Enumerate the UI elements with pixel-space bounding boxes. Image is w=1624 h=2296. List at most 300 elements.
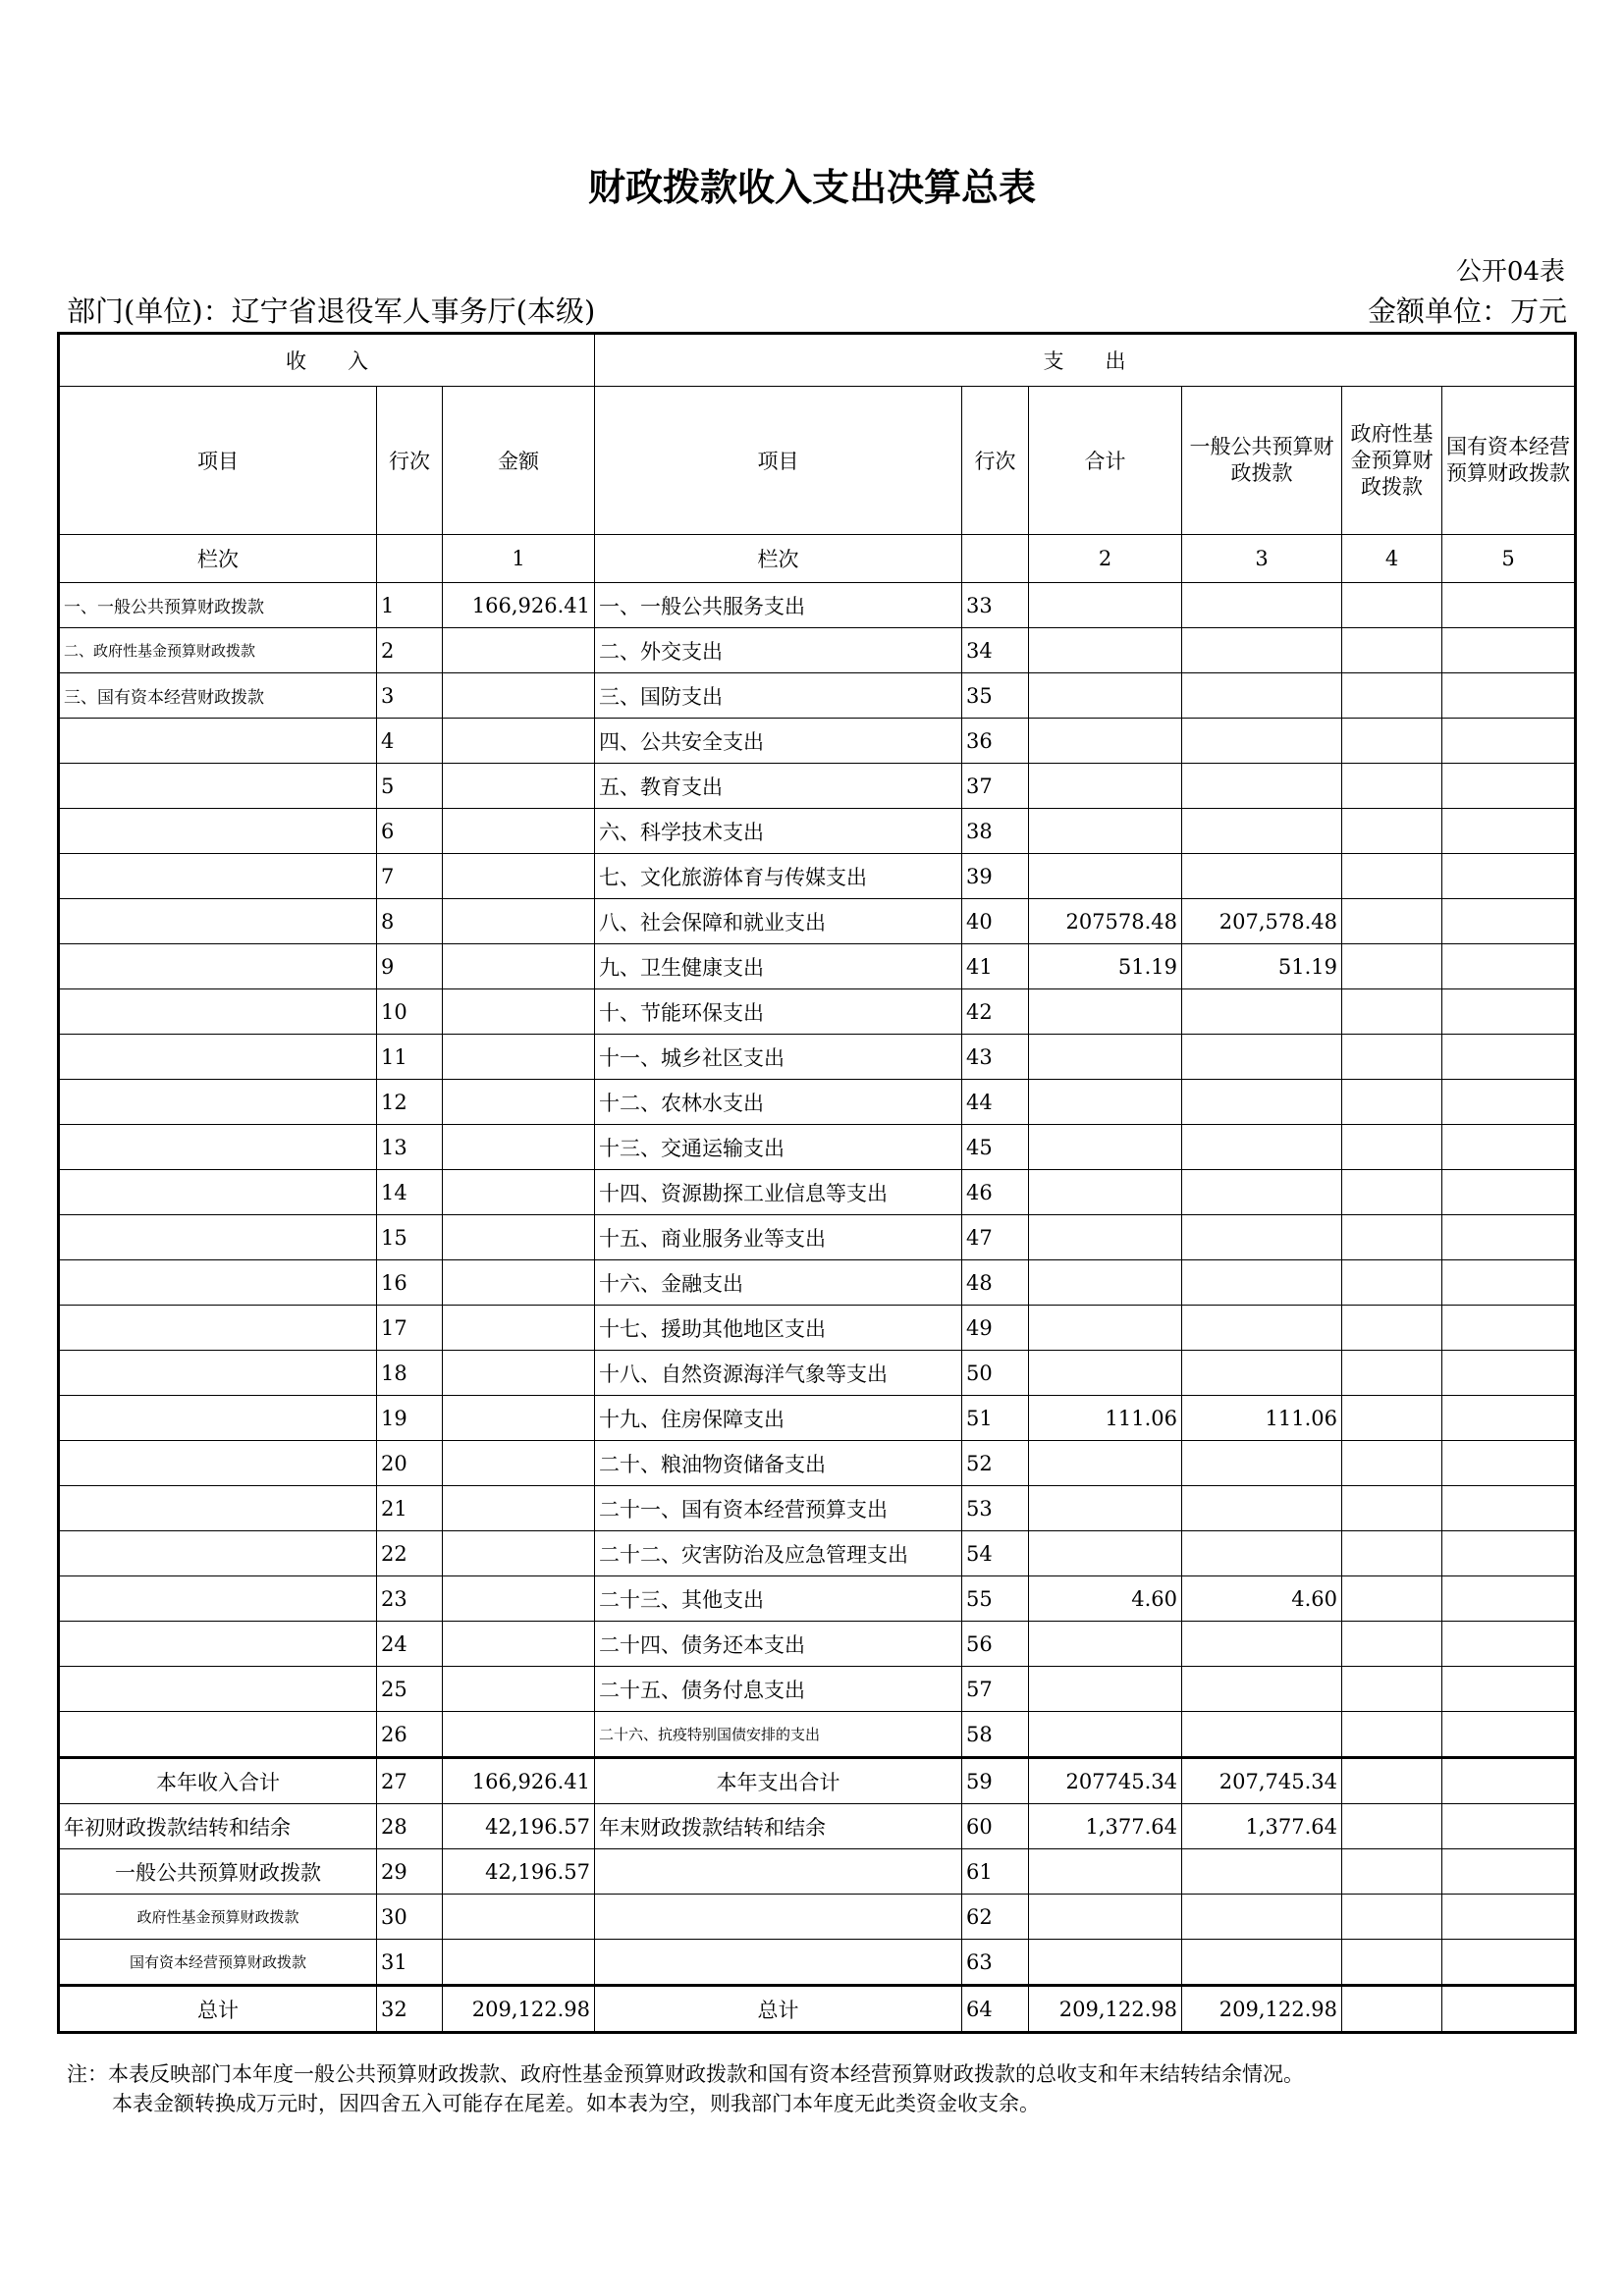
- general-budget-cell: [1182, 673, 1342, 719]
- fund-budget-cell: [1342, 809, 1442, 854]
- expense-item-cell: 十八、自然资源海洋气象等支出: [595, 1351, 962, 1396]
- income-amount-cell: [443, 854, 595, 899]
- total-cell: [1029, 809, 1182, 854]
- income-item-cell: [59, 1712, 377, 1758]
- expense-item-cell: 十二、农林水支出: [595, 1080, 962, 1125]
- expense-line-cell: 48: [962, 1260, 1029, 1306]
- table-row: [59, 1306, 1576, 1351]
- table-row: [59, 944, 1576, 989]
- income-line-cell: 1: [377, 583, 443, 628]
- income-amount-cell: [443, 1125, 595, 1170]
- budget-table: [57, 332, 1577, 2034]
- expense-item-cell: 三、国防支出: [595, 673, 962, 719]
- expense-item-cell: 二十一、国有资本经营预算支出: [595, 1486, 962, 1531]
- expense-line-cell: 39: [962, 854, 1029, 899]
- total-cell: [1029, 719, 1182, 764]
- income-amount-cell: [443, 673, 595, 719]
- column-number-1: 1: [443, 535, 595, 583]
- total-cell: 207578.48: [1029, 899, 1182, 944]
- expense-item-cell: 二、外交支出: [595, 628, 962, 673]
- total-cell: [1029, 1125, 1182, 1170]
- expense-line-cell: 43: [962, 1035, 1029, 1080]
- fund-budget-cell: [1342, 1758, 1442, 1804]
- fund-budget-cell: [1342, 854, 1442, 899]
- table-row: [59, 1170, 1576, 1215]
- expense-line-cell: 34: [962, 628, 1029, 673]
- expense-line-cell: 40: [962, 899, 1029, 944]
- fund-budget-cell: [1342, 1531, 1442, 1576]
- income-amount-cell: [443, 989, 595, 1035]
- fund-budget-cell: [1342, 989, 1442, 1035]
- fund-budget-cell: [1342, 1486, 1442, 1531]
- fund-budget-cell: [1342, 899, 1442, 944]
- income-item-cell: [59, 719, 377, 764]
- income-line-cell: 17: [377, 1306, 443, 1351]
- table-row: [59, 628, 1576, 673]
- expense-line-cell: 45: [962, 1125, 1029, 1170]
- total-cell: [1029, 1306, 1182, 1351]
- income-line-cell: 2: [377, 628, 443, 673]
- income-item-cell: 总计: [59, 1986, 377, 2033]
- state-capital-cell: [1442, 1215, 1576, 1260]
- income-item-cell: [59, 1306, 377, 1351]
- state-capital-cell: [1442, 1396, 1576, 1441]
- income-item-cell: 政府性基金预算财政拨款: [59, 1895, 377, 1940]
- general-budget-cell: [1182, 1849, 1342, 1895]
- income-item-cell: [59, 1080, 377, 1125]
- income-amount-cell: [443, 1170, 595, 1215]
- income-amount-cell: 42,196.57: [443, 1804, 595, 1849]
- state-capital-cell: [1442, 764, 1576, 809]
- income-line-cell: 24: [377, 1622, 443, 1667]
- income-amount-cell: [443, 1712, 595, 1758]
- general-budget-cell: 1,377.64: [1182, 1804, 1342, 1849]
- table-row: [59, 1712, 1576, 1758]
- header-fund-budget: 政府性基金预算财政拨款: [1342, 387, 1442, 535]
- state-capital-cell: [1442, 1486, 1576, 1531]
- total-cell: [1029, 1035, 1182, 1080]
- expense-item-cell: 二十二、灾害防治及应急管理支出: [595, 1531, 962, 1576]
- expense-item-cell: 十一、城乡社区支出: [595, 1035, 962, 1080]
- table-row: [59, 1396, 1576, 1441]
- income-item-cell: [59, 809, 377, 854]
- expense-item-cell: 二十三、其他支出: [595, 1576, 962, 1622]
- income-amount-cell: 209,122.98: [443, 1986, 595, 2033]
- header-income-item: 项目: [59, 387, 377, 535]
- income-amount-cell: 166,926.41: [443, 1758, 595, 1804]
- table-row: [59, 1895, 1576, 1940]
- general-budget-cell: [1182, 1035, 1342, 1080]
- general-budget-cell: [1182, 1895, 1342, 1940]
- general-budget-cell: [1182, 583, 1342, 628]
- income-item-cell: 二、政府性基金预算财政拨款: [59, 628, 377, 673]
- expense-line-cell: 54: [962, 1531, 1029, 1576]
- total-cell: 207745.34: [1029, 1758, 1182, 1804]
- total-cell: 1,377.64: [1029, 1804, 1182, 1849]
- fund-budget-cell: [1342, 1712, 1442, 1758]
- state-capital-cell: [1442, 1940, 1576, 1986]
- table-row: [59, 1351, 1576, 1396]
- table-row: [59, 1441, 1576, 1486]
- expense-item-cell: 十、节能环保支出: [595, 989, 962, 1035]
- header-income-line: 行次: [377, 387, 443, 535]
- expense-item-cell: 十七、援助其他地区支出: [595, 1306, 962, 1351]
- fund-budget-cell: [1342, 673, 1442, 719]
- general-budget-cell: 207,745.34: [1182, 1758, 1342, 1804]
- income-line-cell: 15: [377, 1215, 443, 1260]
- income-amount-cell: [443, 1080, 595, 1125]
- income-item-cell: [59, 1576, 377, 1622]
- expense-line-cell: 33: [962, 583, 1029, 628]
- general-budget-cell: [1182, 1940, 1342, 1986]
- header-total: 合计: [1029, 387, 1182, 535]
- income-line-cell: 31: [377, 1940, 443, 1986]
- table-row: [59, 1080, 1576, 1125]
- income-line-cell: 3: [377, 673, 443, 719]
- income-line-cell: 11: [377, 1035, 443, 1080]
- general-budget-cell: 207,578.48: [1182, 899, 1342, 944]
- state-capital-cell: [1442, 1712, 1576, 1758]
- income-item-cell: [59, 1396, 377, 1441]
- income-amount-cell: [443, 1396, 595, 1441]
- form-number: 公开04表: [1455, 257, 1565, 287]
- income-line-cell: 12: [377, 1080, 443, 1125]
- income-item-cell: 一、一般公共预算财政拨款: [59, 583, 377, 628]
- income-line-cell: 19: [377, 1396, 443, 1441]
- page-title: 财政拨款收入支出决算总表: [587, 165, 1036, 209]
- expense-line-cell: 52: [962, 1441, 1029, 1486]
- general-budget-cell: [1182, 764, 1342, 809]
- table-row: [59, 1035, 1576, 1080]
- total-cell: 4.60: [1029, 1576, 1182, 1622]
- state-capital-cell: [1442, 1035, 1576, 1080]
- fund-budget-cell: [1342, 719, 1442, 764]
- column-number-label: 栏次: [59, 535, 377, 583]
- expense-line-cell: 58: [962, 1712, 1029, 1758]
- expense-line-cell: 63: [962, 1940, 1029, 1986]
- income-section-header: 收 入: [59, 334, 595, 387]
- expense-item-cell: 总计: [595, 1986, 962, 2033]
- total-cell: [1029, 989, 1182, 1035]
- table-row: [59, 1125, 1576, 1170]
- table-row: [59, 809, 1576, 854]
- fund-budget-cell: [1342, 1125, 1442, 1170]
- total-cell: [1029, 1080, 1182, 1125]
- state-capital-cell: [1442, 1895, 1576, 1940]
- header-expense-item: 项目: [595, 387, 962, 535]
- income-amount-cell: [443, 1667, 595, 1712]
- income-item-cell: [59, 1351, 377, 1396]
- expense-item-cell: 二十四、债务还本支出: [595, 1622, 962, 1667]
- income-item-cell: [59, 899, 377, 944]
- fund-budget-cell: [1342, 1396, 1442, 1441]
- general-budget-cell: 111.06: [1182, 1396, 1342, 1441]
- income-amount-cell: [443, 809, 595, 854]
- income-item-cell: 三、国有资本经营财政拨款: [59, 673, 377, 719]
- total-cell: 111.06: [1029, 1396, 1182, 1441]
- expense-item-cell: 九、卫生健康支出: [595, 944, 962, 989]
- state-capital-cell: [1442, 809, 1576, 854]
- state-capital-cell: [1442, 673, 1576, 719]
- general-budget-cell: 4.60: [1182, 1576, 1342, 1622]
- table-row: [59, 1849, 1576, 1895]
- expense-line-cell: 59: [962, 1758, 1029, 1804]
- column-number-empty-2: [962, 535, 1029, 583]
- income-line-cell: 8: [377, 899, 443, 944]
- income-amount-cell: [443, 764, 595, 809]
- income-line-cell: 23: [377, 1576, 443, 1622]
- general-budget-cell: [1182, 1486, 1342, 1531]
- general-budget-cell: [1182, 1125, 1342, 1170]
- income-amount-cell: [443, 1576, 595, 1622]
- state-capital-cell: [1442, 899, 1576, 944]
- fund-budget-cell: [1342, 944, 1442, 989]
- expense-item-cell: 八、社会保障和就业支出: [595, 899, 962, 944]
- expense-line-cell: 49: [962, 1306, 1029, 1351]
- income-line-cell: 5: [377, 764, 443, 809]
- general-budget-cell: [1182, 1170, 1342, 1215]
- table-row: [59, 1986, 1576, 2033]
- total-cell: [1029, 1940, 1182, 1986]
- state-capital-cell: [1442, 1531, 1576, 1576]
- fund-budget-cell: [1342, 628, 1442, 673]
- fund-budget-cell: [1342, 1441, 1442, 1486]
- expense-item-cell: 十五、商业服务业等支出: [595, 1215, 962, 1260]
- income-item-cell: [59, 854, 377, 899]
- fund-budget-cell: [1342, 1080, 1442, 1125]
- table-row: [59, 1215, 1576, 1260]
- general-budget-cell: [1182, 854, 1342, 899]
- expense-item-cell: 年末财政拨款结转和结余: [595, 1804, 962, 1849]
- fund-budget-cell: [1342, 1622, 1442, 1667]
- unit-label: 金额单位：万元: [1367, 294, 1567, 328]
- fund-budget-cell: [1342, 583, 1442, 628]
- expense-item-cell: 七、文化旅游体育与传媒支出: [595, 854, 962, 899]
- table-row: [59, 673, 1576, 719]
- income-amount-cell: [443, 1351, 595, 1396]
- expense-line-cell: 61: [962, 1849, 1029, 1895]
- footnote-line-2: 本表金额转换成万元时，因四舍五入可能存在尾差。如本表为空，则我部门本年度无此类资金收支余。: [112, 2092, 1040, 2115]
- total-cell: [1029, 1441, 1182, 1486]
- income-amount-cell: [443, 1441, 595, 1486]
- income-line-cell: 14: [377, 1170, 443, 1215]
- table-row: [59, 1260, 1576, 1306]
- income-line-cell: 7: [377, 854, 443, 899]
- expense-item-cell: 十九、住房保障支出: [595, 1396, 962, 1441]
- income-item-cell: [59, 1215, 377, 1260]
- table-row: [59, 1486, 1576, 1531]
- state-capital-cell: [1442, 1260, 1576, 1306]
- state-capital-cell: [1442, 628, 1576, 673]
- table-row: [59, 764, 1576, 809]
- state-capital-cell: [1442, 583, 1576, 628]
- section-header-row: [59, 334, 1576, 387]
- table-row: [59, 1758, 1576, 1804]
- income-amount-cell: 166,926.41: [443, 583, 595, 628]
- general-budget-cell: [1182, 809, 1342, 854]
- state-capital-cell: [1442, 989, 1576, 1035]
- total-cell: [1029, 1712, 1182, 1758]
- total-cell: [1029, 1351, 1182, 1396]
- column-number-row: [59, 535, 1576, 583]
- expense-line-cell: 62: [962, 1895, 1029, 1940]
- expense-line-cell: 42: [962, 989, 1029, 1035]
- general-budget-cell: [1182, 1622, 1342, 1667]
- income-amount-cell: [443, 1486, 595, 1531]
- expense-item-cell: 六、科学技术支出: [595, 809, 962, 854]
- income-item-cell: [59, 1441, 377, 1486]
- total-cell: [1029, 673, 1182, 719]
- expense-item-cell: 二十、粮油物资储备支出: [595, 1441, 962, 1486]
- total-cell: [1029, 1849, 1182, 1895]
- table-row: [59, 1576, 1576, 1622]
- income-item-cell: [59, 1667, 377, 1712]
- income-amount-cell: [443, 1940, 595, 1986]
- income-item-cell: 国有资本经营预算财政拨款: [59, 1940, 377, 1986]
- column-number-2: 2: [1029, 535, 1182, 583]
- income-item-cell: [59, 1170, 377, 1215]
- department-label: 部门(单位)：辽宁省退役军人事务厅(本级): [67, 294, 596, 328]
- expense-item-cell: [595, 1895, 962, 1940]
- table-row: [59, 719, 1576, 764]
- general-budget-cell: 209,122.98: [1182, 1986, 1342, 2033]
- expense-item-cell: 四、公共安全支出: [595, 719, 962, 764]
- expense-line-cell: 38: [962, 809, 1029, 854]
- state-capital-cell: [1442, 1351, 1576, 1396]
- state-capital-cell: [1442, 1804, 1576, 1849]
- income-amount-cell: [443, 1306, 595, 1351]
- column-header-row: [59, 387, 1576, 535]
- income-item-cell: [59, 1125, 377, 1170]
- income-amount-cell: [443, 1035, 595, 1080]
- expense-line-cell: 60: [962, 1804, 1029, 1849]
- general-budget-cell: [1182, 628, 1342, 673]
- fund-budget-cell: [1342, 1849, 1442, 1895]
- state-capital-cell: [1442, 1986, 1576, 2033]
- expense-line-cell: 44: [962, 1080, 1029, 1125]
- income-item-cell: [59, 944, 377, 989]
- total-cell: [1029, 1170, 1182, 1215]
- state-capital-cell: [1442, 1125, 1576, 1170]
- state-capital-cell: [1442, 719, 1576, 764]
- total-cell: 51.19: [1029, 944, 1182, 989]
- footnote-line-1: 注：本表反映部门本年度一般公共预算财政拨款、政府性基金预算财政拨款和国有资本经营预算财政拨款的总收支和年末结转结余情况。: [67, 2062, 1304, 2086]
- general-budget-cell: [1182, 1215, 1342, 1260]
- column-number-5: 5: [1442, 535, 1576, 583]
- expense-line-cell: 50: [962, 1351, 1029, 1396]
- general-budget-cell: [1182, 1531, 1342, 1576]
- fund-budget-cell: [1342, 1170, 1442, 1215]
- column-number-3: 3: [1182, 535, 1342, 583]
- table-row: [59, 1622, 1576, 1667]
- expense-line-cell: 37: [962, 764, 1029, 809]
- total-cell: [1029, 1486, 1182, 1531]
- total-cell: [1029, 1260, 1182, 1306]
- total-cell: [1029, 1895, 1182, 1940]
- income-item-cell: [59, 1622, 377, 1667]
- general-budget-cell: [1182, 1080, 1342, 1125]
- total-cell: [1029, 1622, 1182, 1667]
- income-amount-cell: [443, 899, 595, 944]
- expense-line-cell: 46: [962, 1170, 1029, 1215]
- expense-line-cell: 57: [962, 1667, 1029, 1712]
- income-line-cell: 28: [377, 1804, 443, 1849]
- general-budget-cell: [1182, 989, 1342, 1035]
- table-row: [59, 989, 1576, 1035]
- expense-item-cell: [595, 1849, 962, 1895]
- header-expense-line: 行次: [962, 387, 1029, 535]
- expense-item-cell: 二十五、债务付息支出: [595, 1667, 962, 1712]
- income-line-cell: 10: [377, 989, 443, 1035]
- column-number-4: 4: [1342, 535, 1442, 583]
- expense-item-cell: 本年支出合计: [595, 1758, 962, 1804]
- income-amount-cell: [443, 944, 595, 989]
- column-number-label-2: 栏次: [595, 535, 962, 583]
- fund-budget-cell: [1342, 1986, 1442, 2033]
- fund-budget-cell: [1342, 1260, 1442, 1306]
- expense-line-cell: 35: [962, 673, 1029, 719]
- income-item-cell: 本年收入合计: [59, 1758, 377, 1804]
- footnote: [67, 2059, 1304, 2118]
- income-line-cell: 6: [377, 809, 443, 854]
- state-capital-cell: [1442, 1441, 1576, 1486]
- general-budget-cell: [1182, 1441, 1342, 1486]
- total-cell: [1029, 764, 1182, 809]
- table-row: [59, 1531, 1576, 1576]
- total-cell: [1029, 1667, 1182, 1712]
- income-amount-cell: [443, 1895, 595, 1940]
- state-capital-cell: [1442, 1576, 1576, 1622]
- column-number-empty: [377, 535, 443, 583]
- state-capital-cell: [1442, 1306, 1576, 1351]
- table-row: [59, 1804, 1576, 1849]
- income-line-cell: 16: [377, 1260, 443, 1306]
- table-row: [59, 854, 1576, 899]
- income-item-cell: [59, 1035, 377, 1080]
- income-line-cell: 30: [377, 1895, 443, 1940]
- expense-line-cell: 56: [962, 1622, 1029, 1667]
- state-capital-cell: [1442, 944, 1576, 989]
- income-item-cell: [59, 1531, 377, 1576]
- state-capital-cell: [1442, 1849, 1576, 1895]
- expense-line-cell: 47: [962, 1215, 1029, 1260]
- fund-budget-cell: [1342, 1306, 1442, 1351]
- general-budget-cell: [1182, 1351, 1342, 1396]
- fund-budget-cell: [1342, 1215, 1442, 1260]
- income-line-cell: 20: [377, 1441, 443, 1486]
- general-budget-cell: [1182, 1667, 1342, 1712]
- income-line-cell: 29: [377, 1849, 443, 1895]
- fund-budget-cell: [1342, 1351, 1442, 1396]
- general-budget-cell: [1182, 1306, 1342, 1351]
- total-cell: [1029, 1531, 1182, 1576]
- fund-budget-cell: [1342, 1576, 1442, 1622]
- income-line-cell: 9: [377, 944, 443, 989]
- expense-item-cell: 二十六、抗疫特别国债安排的支出: [595, 1712, 962, 1758]
- general-budget-cell: [1182, 719, 1342, 764]
- table-row: [59, 583, 1576, 628]
- header-state-capital-budget: 国有资本经营预算财政拨款: [1442, 387, 1576, 535]
- income-line-cell: 18: [377, 1351, 443, 1396]
- income-item-cell: [59, 989, 377, 1035]
- state-capital-cell: [1442, 854, 1576, 899]
- income-item-cell: [59, 1260, 377, 1306]
- income-line-cell: 22: [377, 1531, 443, 1576]
- income-amount-cell: 42,196.57: [443, 1849, 595, 1895]
- income-item-cell: 年初财政拨款结转和结余: [59, 1804, 377, 1849]
- expense-item-cell: 十六、金融支出: [595, 1260, 962, 1306]
- fund-budget-cell: [1342, 1804, 1442, 1849]
